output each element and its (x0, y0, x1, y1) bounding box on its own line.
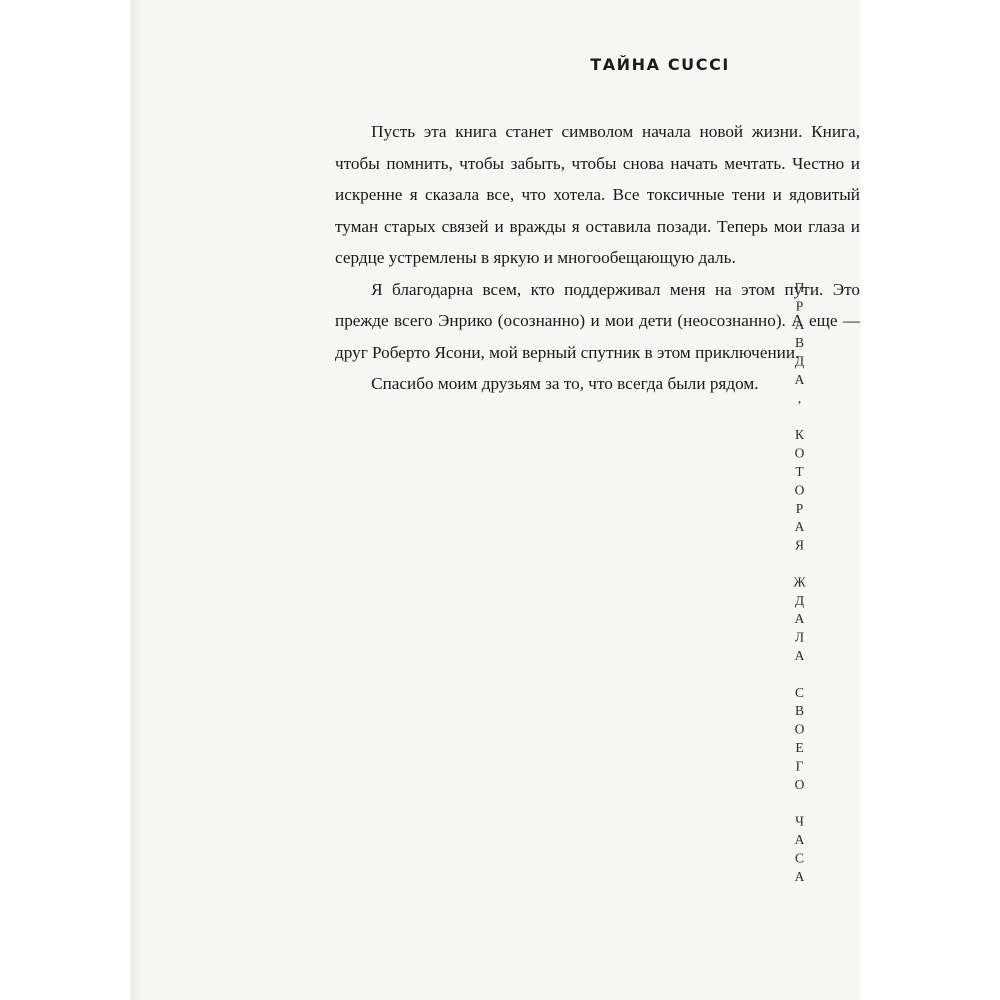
page-body-text (335, 116, 860, 400)
paragraph: Пусть эта книга станет символом начала новой жизни. Книга, чтобы помнить, чтобы забыть, чтобы снова начать мечтать. Честно и искренне я сказала все, что хотела. Все токсичные тени и ядовитый туман старых связей и вражды я оставила позади. Теперь мои глаза и сердце устремлены в яркую и многообещающую даль. (335, 122, 860, 267)
paragraph: Я благодарна всем, кто поддерживал меня на этом пути. Это прежде всего Энрико (осознанно) и мои дети (неосознанно). А еще — друг Роберто Ясони, мой верный спутник в этом приключении. (335, 279, 860, 362)
running-head: ТАЙНА CUCCI (590, 55, 730, 74)
vertical-book-title: ПРАВДА, КОТОРАЯ ЖДАЛА СВОЕГО ЧАСА (792, 280, 807, 888)
book-page (130, 0, 860, 1000)
paragraph: Спасибо моим друзьям за то, что всегда были рядом. (371, 374, 759, 393)
